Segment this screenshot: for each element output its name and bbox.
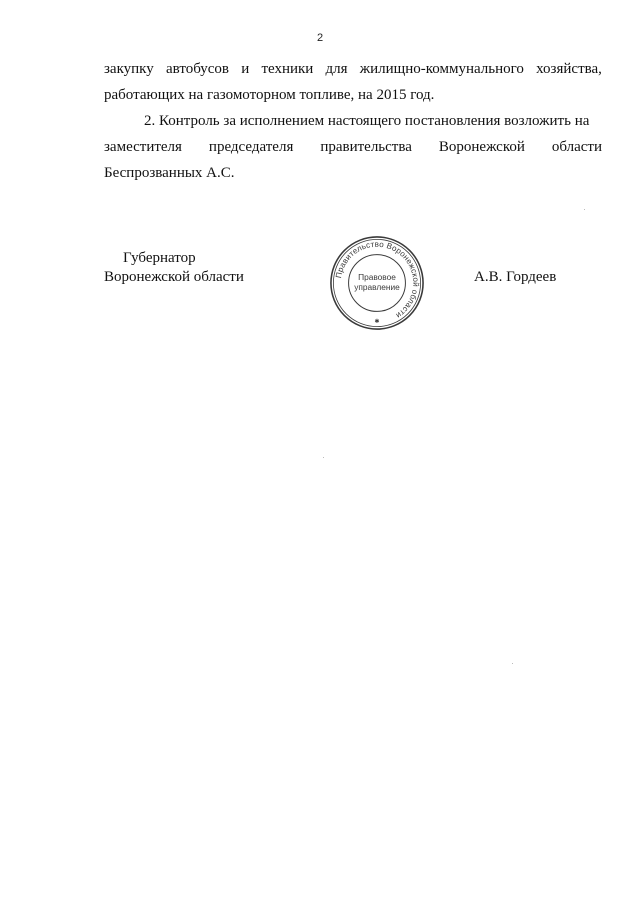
seal-star-icon: ✱: [374, 319, 380, 326]
word: Воронежской: [438, 139, 525, 155]
signatory-title: [104, 249, 244, 287]
word: жилищно-коммунального: [359, 61, 524, 77]
word: председателя: [208, 139, 294, 155]
signatory-title-line-2: Воронежской области: [104, 269, 244, 285]
word: и: [241, 61, 250, 77]
official-seal: [328, 234, 426, 332]
word: области: [551, 139, 602, 155]
word: автобусов: [165, 61, 229, 77]
paragraph-2-line-1: 2. Контроль за исполнением настоящего постановления возложить на: [144, 113, 590, 129]
seal-inner-line-2: управление: [354, 281, 400, 292]
seal-outer-text: Правительство Воронежской области: [334, 239, 421, 321]
signatory-title-line-1: Губернатор: [123, 250, 196, 266]
page-number: 2: [316, 32, 324, 44]
paragraph-1-line-2: работающих на газомоторном топливе, на 2015 год.: [104, 87, 435, 103]
paragraph-2-line-2: [104, 134, 602, 160]
seal-inner-line-1: Правовое: [358, 272, 396, 283]
word: техники: [261, 61, 314, 77]
scan-speck: [512, 663, 513, 664]
word: для: [325, 61, 348, 77]
signatory-name: А.В. Гордеев: [474, 269, 557, 285]
word: правительства: [320, 139, 412, 155]
scan-speck: [584, 209, 585, 210]
word: закупку: [104, 61, 154, 77]
document-body: [104, 56, 602, 186]
paragraph-1-line-1: [104, 56, 602, 82]
scan-speck: [323, 457, 324, 458]
word: заместителя: [104, 139, 182, 155]
word: хозяйства,: [536, 61, 602, 77]
paragraph-2-line-3: Беспрозванных А.С.: [104, 165, 235, 181]
